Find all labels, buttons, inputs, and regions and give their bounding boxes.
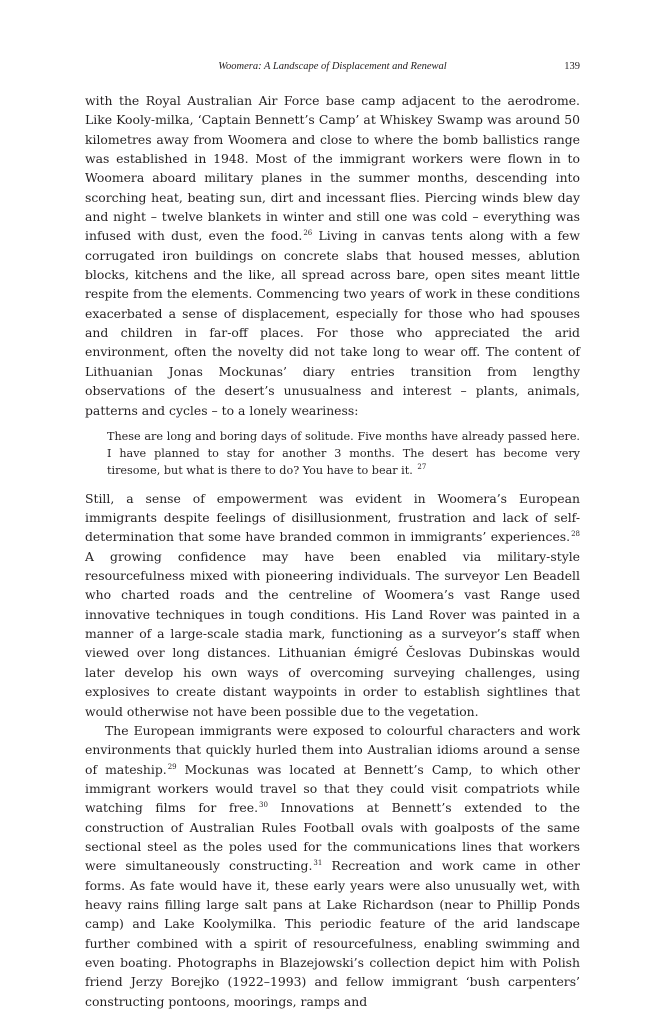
paragraph-text: A growing confidence may have been enabled via military-style resourcefulness mixed with pioneering individuals. The surveyor Len Beadell who charted roads and the centreline of Woomera’s vast Range used innovative techniques in tough conditions. His Land Rover was painted in a manner of a large-scale stadia mark, functioning as a surveyor’s staff when viewed over long distances. Lithuanian émigré Česlovas Dubinskas would later develop his own ways of overcoming surveying challenges, using explosives to create distant waypoints in order to establish sightlines that would otherwise not have been possible due to the vegetation. <box>85 548 580 719</box>
footnote-ref[interactable]: 31 <box>313 859 323 868</box>
paragraph-text: The European immigrants were exposed to colourful characters and work environments that quickly hurled them into Australian idioms around a sense of mateship. <box>85 722 580 777</box>
body-text <box>85 91 580 1011</box>
running-head <box>85 60 580 74</box>
paragraph-text: Still, a sense of empowerment was evident in Woomera’s European immigrants despite feelings of disillusionment, frustration and lack of self-determination that some have branded common in immigrants’ experiences. <box>85 490 580 545</box>
footnote-ref[interactable]: 28 <box>571 530 580 539</box>
paragraph-text: Mockunas was located at Bennett’s Camp, to which other immigrant workers would travel so that they could visit compatriots while watching films for free. <box>85 761 580 816</box>
footnote-ref[interactable]: 29 <box>167 762 177 771</box>
paragraph-text: with the Royal Australian Air Force base camp adjacent to the aerodrome. Like Kooly-milka, ‘Captain Bennett’s Camp’ at Whiskey Swamp was around 50 kilometres away from Woomera and close to where the bomb ballistics range was established in 1948. Most of the immigrant workers were flown in to Woomera aboard military planes in the summer months, descending into scorching heat, beating sun, dirt and incessant flies. Piercing winds blew day and night – twelve blankets in winter and still one was cold – everything was infused with dust, even the food. <box>85 93 580 244</box>
paragraph-text: Recreation and work came in other forms. As fate would have it, these early years were also unusually wet, with heavy rains filling large salt pans at Lake Richardson (near to Phillip Ponds camp) and Lake Koolymilka. This periodic feature of the arid landscape further combined with a spirit of resourcefulness, enabling swimming and even boating. Photographs in Blazejowski’s collection depict him with Polish friend Jerzy Borejko (1922–1993) and fellow immigrant ‘bush carpenters’ constructing pontoons, moorings, ramps and <box>85 858 580 1009</box>
paragraph-text: Living in canvas tents along with a few corrugated iron buildings on concrete slabs that housed messes, ablution blocks, kitchens and the like, all spread across bare, open sites meant little respite from the elements. Commencing two years of work in these conditions exacerbated a sense of displacement, especially for those who had spouses and children in far-off places. For those who appreciated the arid environment, often the novelty did not take long to wear off. The content of Lithuanian Jonas Mockunas’ diary entries transition from lengthy observations of the desert’s unusualness and interest – plants, animals, patterns and cycles – to a lonely weariness: <box>85 228 580 418</box>
paragraph <box>85 489 580 721</box>
paragraph <box>85 721 580 1011</box>
paragraph <box>85 91 580 420</box>
running-title: Woomera: A Landscape of Displacement and Renewal <box>218 61 447 72</box>
footnote-ref[interactable]: 27 <box>417 463 427 472</box>
page-number: 139 <box>564 61 580 72</box>
quote-text: These are long and boring days of solitude. Five months have already passed here. I have planned to stay for another 3 months. The desert has become very tiresome, but what is there to do? You have to bear it. <box>107 429 580 478</box>
block-quote <box>107 428 580 480</box>
footnote-ref[interactable]: 30 <box>259 801 268 810</box>
paragraph-text: Innovations at Bennett’s extended to the construction of Australian Rules Football ovals with goalposts of the same sectional steel as the poles used for the communications lines that workers were simultaneously constructing. <box>85 800 581 874</box>
footnote-ref[interactable]: 26 <box>303 229 313 238</box>
